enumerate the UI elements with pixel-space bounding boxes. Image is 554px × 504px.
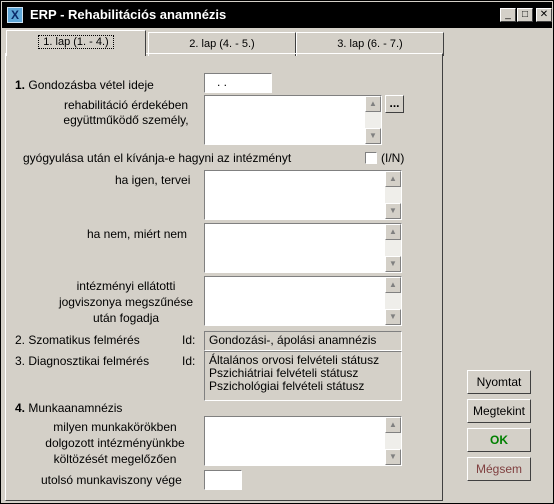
cooperating-person-memo[interactable] (204, 95, 382, 145)
section-3-label: 3. Diagnosztikai felmérés (15, 354, 150, 368)
close-icon[interactable]: ✕ (536, 8, 552, 22)
list-item[interactable]: Pszichiátriai felvételi státusz (209, 366, 359, 380)
scroll-up-icon[interactable]: ▲ (385, 171, 401, 187)
jobs-label-line3: költözését megelőzően (53, 452, 177, 466)
section-2-id-label: Id: (182, 333, 196, 347)
scroll-up-icon[interactable]: ▲ (385, 417, 401, 433)
legal-label-line1: intézményi ellátotti (76, 279, 176, 293)
plans-memo[interactable] (204, 170, 402, 220)
window-title: ERP - Rehabilitációs anamnézis (30, 7, 227, 22)
title-bar[interactable] (2, 2, 552, 28)
tab-page-1-label: 1. lap (1. - 4.) (38, 35, 113, 49)
scrollbar[interactable] (385, 277, 401, 325)
leave-question-label: gyógyulása után el kívánja-e hagyni az intézményt (23, 151, 292, 165)
intake-date-field[interactable]: . . (204, 73, 272, 93)
scrollbar[interactable] (365, 96, 381, 144)
tab-page-2-label: 2. lap (4. - 5.) (189, 38, 255, 50)
last-job-end-field[interactable] (204, 470, 242, 490)
cooperating-person-label-line1: rehabilitáció érdekében (63, 98, 189, 112)
ok-button[interactable]: OK (467, 428, 531, 452)
leave-checkbox[interactable] (365, 152, 377, 164)
why-not-label: ha nem, miért nem (87, 227, 188, 241)
lookup-button[interactable]: ... (385, 95, 404, 113)
section-4-label: 4. Munkaanamnézis (15, 401, 123, 415)
scrollbar[interactable] (385, 224, 401, 272)
scroll-up-icon[interactable]: ▲ (385, 277, 401, 293)
scroll-up-icon[interactable]: ▲ (365, 96, 381, 112)
cancel-button[interactable]: Mégsem (467, 457, 531, 481)
diagnostic-assessment-list[interactable] (204, 351, 402, 401)
app-icon: X (7, 7, 23, 23)
minimize-icon[interactable]: _ (500, 8, 516, 22)
jobs-label-line2: dolgozott intézményünkbe (45, 436, 185, 450)
jobs-memo[interactable] (204, 416, 402, 466)
legal-memo[interactable] (204, 276, 402, 326)
cooperating-person-label-line2: együttműködő személy, (63, 113, 189, 127)
somatic-assessment-value[interactable]: Gondozási-, ápolási anamnézis (204, 331, 402, 351)
plans-label: ha igen, tervei (115, 173, 191, 187)
section-1-label: 1. Gondozásba vétel ideje (15, 78, 154, 92)
view-button[interactable]: Megtekint (467, 399, 531, 423)
tab-page-1[interactable] (6, 30, 146, 56)
scroll-down-icon[interactable]: ▼ (385, 203, 401, 219)
section-3-id-label: Id: (182, 354, 196, 368)
scroll-up-icon[interactable]: ▲ (385, 224, 401, 240)
print-button[interactable]: Nyomtat (467, 370, 531, 394)
scroll-down-icon[interactable]: ▼ (385, 256, 401, 272)
section-2-label: 2. Szomatikus felmérés (15, 333, 140, 347)
yes-no-label: (I/N) (381, 151, 405, 165)
scroll-down-icon[interactable]: ▼ (385, 309, 401, 325)
scrollbar[interactable] (385, 417, 401, 465)
legal-label-line3: után fogadja (92, 311, 160, 325)
maximize-icon[interactable]: □ (517, 8, 533, 22)
last-job-label: utolsó munkaviszony vége (41, 473, 182, 487)
tab-page-3-label: 3. lap (6. - 7.) (337, 38, 403, 50)
scroll-down-icon[interactable]: ▼ (365, 128, 381, 144)
why-not-memo[interactable] (204, 223, 402, 273)
jobs-label-line1: milyen munkakörökben (53, 420, 177, 434)
legal-label-line2: jogviszonya megszűnése (58, 295, 194, 309)
list-item[interactable]: Pszichológiai felvételi státusz (209, 379, 365, 393)
scrollbar[interactable] (385, 171, 401, 219)
scroll-down-icon[interactable]: ▼ (385, 449, 401, 465)
list-item[interactable]: Általános orvosi felvételi státusz (209, 353, 380, 367)
